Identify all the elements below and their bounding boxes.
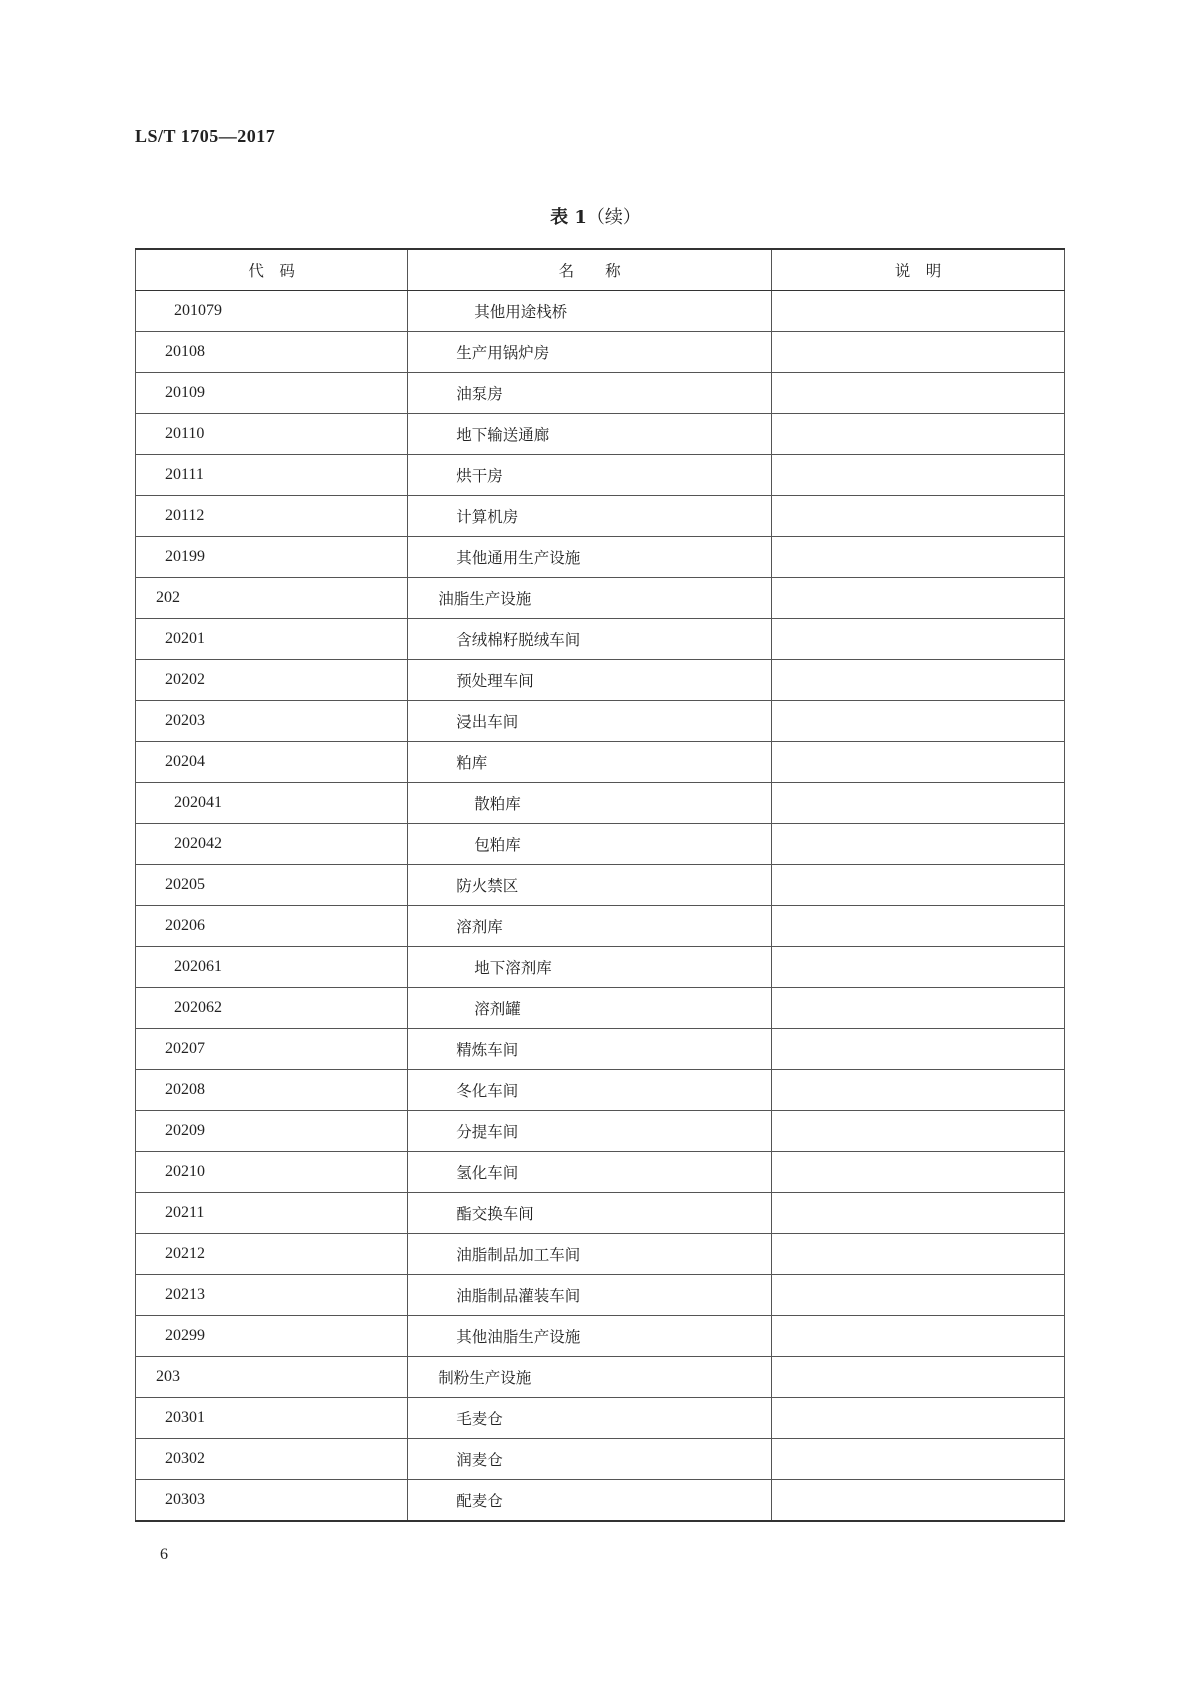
row-note — [772, 455, 1065, 496]
table-row — [136, 1480, 1065, 1522]
table-title — [0, 203, 1191, 229]
row-note — [772, 988, 1065, 1029]
table-row — [136, 1111, 1065, 1152]
row-note — [772, 1357, 1065, 1398]
row-note — [772, 1152, 1065, 1193]
column-header-note: 说 明 — [772, 249, 1065, 291]
row-code: 20201 — [136, 619, 408, 660]
row-code: 20213 — [136, 1275, 408, 1316]
code-table — [135, 248, 1065, 1522]
row-code: 20211 — [136, 1193, 408, 1234]
row-note — [772, 496, 1065, 537]
row-note — [772, 1193, 1065, 1234]
page-number: 6 — [160, 1546, 168, 1563]
row-code: 20210 — [136, 1152, 408, 1193]
row-name: 防火禁区 — [408, 865, 772, 906]
row-code: 20301 — [136, 1398, 408, 1439]
row-code: 20111 — [136, 455, 408, 496]
table-header-row — [136, 249, 1065, 291]
row-note — [772, 1439, 1065, 1480]
row-name: 精炼车间 — [408, 1029, 772, 1070]
row-note — [772, 824, 1065, 865]
row-name: 毛麦仓 — [408, 1398, 772, 1439]
row-code: 202041 — [136, 783, 408, 824]
table-row — [136, 865, 1065, 906]
table-row — [136, 537, 1065, 578]
column-header-name: 名 称 — [408, 249, 772, 291]
row-code: 20204 — [136, 742, 408, 783]
row-name: 溶剂库 — [408, 906, 772, 947]
row-code: 20299 — [136, 1316, 408, 1357]
table-title-suffix: （续） — [586, 207, 641, 228]
table-row — [136, 742, 1065, 783]
table-row — [136, 1357, 1065, 1398]
row-name: 制粉生产设施 — [408, 1357, 772, 1398]
table-row — [136, 660, 1065, 701]
row-name: 其他通用生产设施 — [408, 537, 772, 578]
row-code: 20206 — [136, 906, 408, 947]
row-name: 溶剂罐 — [408, 988, 772, 1029]
row-code: 20203 — [136, 701, 408, 742]
row-name: 冬化车间 — [408, 1070, 772, 1111]
row-code: 20205 — [136, 865, 408, 906]
row-note — [772, 701, 1065, 742]
row-note — [772, 578, 1065, 619]
row-note — [772, 660, 1065, 701]
table-row — [136, 414, 1065, 455]
row-code: 20303 — [136, 1480, 408, 1522]
table-row — [136, 1316, 1065, 1357]
table-row — [136, 1029, 1065, 1070]
row-code: 202061 — [136, 947, 408, 988]
column-header-code: 代 码 — [136, 249, 408, 291]
table-row — [136, 1398, 1065, 1439]
row-name: 油脂制品加工车间 — [408, 1234, 772, 1275]
row-note — [772, 1111, 1065, 1152]
table-row — [136, 906, 1065, 947]
table-row — [136, 1193, 1065, 1234]
row-name: 计算机房 — [408, 496, 772, 537]
row-code: 20208 — [136, 1070, 408, 1111]
row-note — [772, 742, 1065, 783]
table-row — [136, 1070, 1065, 1111]
table-row — [136, 496, 1065, 537]
row-code: 20108 — [136, 332, 408, 373]
row-name: 地下溶剂库 — [408, 947, 772, 988]
row-code: 203 — [136, 1357, 408, 1398]
row-name: 其他油脂生产设施 — [408, 1316, 772, 1357]
row-name: 酯交换车间 — [408, 1193, 772, 1234]
row-name: 油脂制品灌装车间 — [408, 1275, 772, 1316]
table-row — [136, 619, 1065, 660]
table-row — [136, 988, 1065, 1029]
table-row — [136, 947, 1065, 988]
table-title-prefix: 表 1 — [550, 207, 587, 228]
row-code: 201079 — [136, 291, 408, 332]
row-note — [772, 783, 1065, 824]
row-code: 202 — [136, 578, 408, 619]
table-row — [136, 578, 1065, 619]
table-row — [136, 1234, 1065, 1275]
row-note — [772, 1029, 1065, 1070]
row-note — [772, 1275, 1065, 1316]
row-name: 油脂生产设施 — [408, 578, 772, 619]
row-name: 浸出车间 — [408, 701, 772, 742]
row-name: 润麦仓 — [408, 1439, 772, 1480]
table-row — [136, 1439, 1065, 1480]
row-name: 包粕库 — [408, 824, 772, 865]
row-name: 分提车间 — [408, 1111, 772, 1152]
row-note — [772, 1398, 1065, 1439]
table-row — [136, 824, 1065, 865]
table-row — [136, 1152, 1065, 1193]
row-name: 配麦仓 — [408, 1480, 772, 1522]
row-note — [772, 1234, 1065, 1275]
row-note — [772, 332, 1065, 373]
row-note — [772, 537, 1065, 578]
row-note — [772, 373, 1065, 414]
row-name: 其他用途栈桥 — [408, 291, 772, 332]
table-row — [136, 1275, 1065, 1316]
row-name: 油泵房 — [408, 373, 772, 414]
table-row — [136, 455, 1065, 496]
row-name: 散粕库 — [408, 783, 772, 824]
row-code: 20209 — [136, 1111, 408, 1152]
row-name: 预处理车间 — [408, 660, 772, 701]
row-note — [772, 414, 1065, 455]
row-note — [772, 619, 1065, 660]
row-code: 20212 — [136, 1234, 408, 1275]
row-note — [772, 947, 1065, 988]
row-note — [772, 1316, 1065, 1357]
row-code: 20110 — [136, 414, 408, 455]
row-code: 20202 — [136, 660, 408, 701]
row-note — [772, 906, 1065, 947]
row-name: 含绒棉籽脱绒车间 — [408, 619, 772, 660]
row-code: 202042 — [136, 824, 408, 865]
row-name: 生产用锅炉房 — [408, 332, 772, 373]
row-name: 地下输送通廊 — [408, 414, 772, 455]
table-row — [136, 701, 1065, 742]
table-row — [136, 783, 1065, 824]
row-code: 202062 — [136, 988, 408, 1029]
row-code: 20109 — [136, 373, 408, 414]
row-name: 粕库 — [408, 742, 772, 783]
row-note — [772, 291, 1065, 332]
row-code: 20302 — [136, 1439, 408, 1480]
table-row — [136, 373, 1065, 414]
standard-number: LS/T 1705—2017 — [135, 126, 276, 146]
row-name: 氢化车间 — [408, 1152, 772, 1193]
row-note — [772, 1070, 1065, 1111]
row-name: 烘干房 — [408, 455, 772, 496]
row-code: 20199 — [136, 537, 408, 578]
row-code: 20207 — [136, 1029, 408, 1070]
row-note — [772, 865, 1065, 906]
table-row — [136, 291, 1065, 332]
row-code: 20112 — [136, 496, 408, 537]
row-note — [772, 1480, 1065, 1522]
table-row — [136, 332, 1065, 373]
